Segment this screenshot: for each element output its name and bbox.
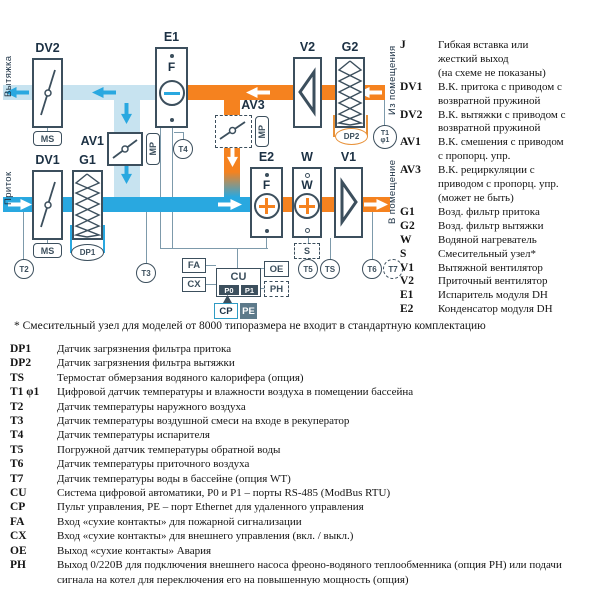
sensor-t4: T4: [173, 139, 193, 159]
wire-ts: [330, 238, 331, 260]
e2-label: E2: [258, 150, 275, 164]
legend-entry: [400, 206, 598, 220]
legend-text: Гибкая вставка или жесткий выход (на схеме не показаны): [438, 39, 546, 79]
legend-text: Возд. фильтр притока: [438, 205, 540, 218]
legend-text: В.К. смешения с приводом с пропорц. упр.: [438, 136, 564, 163]
legend-entry: [400, 303, 598, 317]
legend-entry: [400, 275, 598, 289]
legend-entry: [400, 248, 598, 262]
abbreviation-key: DP1: [10, 343, 32, 355]
dv2-damper-box: [32, 58, 63, 128]
av3-label: AV3: [241, 98, 265, 112]
cu-label: CU: [230, 271, 247, 283]
av1-actuator: [146, 133, 160, 165]
sensor-t2: T2: [14, 259, 34, 279]
abbreviation-key: T6: [10, 458, 24, 471]
abbreviation-text: Датчик загрязнения фильтра притока: [57, 343, 232, 355]
abbreviation-entry: [10, 544, 594, 558]
connection-dot-icon: [170, 118, 174, 122]
w-heater-box: [292, 167, 322, 238]
wire-t6: [372, 212, 373, 260]
control-unit-box: [216, 268, 261, 297]
abbreviation-entry: [10, 558, 594, 587]
wire-fa-cu: [206, 265, 216, 266]
wire-bus: [160, 248, 268, 249]
mp-label: MP: [148, 142, 158, 156]
legend-text: Приточный вентилятор: [438, 275, 548, 288]
abbreviation-entry: [10, 515, 594, 529]
filter-icon: [74, 172, 101, 238]
legend-entry: [400, 81, 598, 109]
abbreviation-key: CU: [10, 487, 27, 500]
abbreviation-key: DP2: [10, 357, 32, 370]
g2-filter-box: [335, 57, 365, 128]
legend-entry: [400, 289, 598, 303]
dv1-actuator: MS: [33, 243, 62, 258]
legend-text: В.К. рециркуляции с приводом с пропорц. упр. (может не быть): [438, 164, 559, 204]
e2-f-label: F: [262, 178, 271, 192]
damper-icon: [216, 116, 249, 145]
to-room-label: В помещение: [387, 159, 398, 225]
sensor-t1-phi1: [373, 125, 397, 149]
phi1-label: φ1: [380, 137, 390, 144]
sensor-dp2: DP2: [335, 128, 368, 145]
abbreviation-text: Выход 0/220В для подключения внешнего насоса фреоно-водяного теплообменника (опция PH) или подачи сигнала на котел для переключения его на повышенную мощность (опция): [57, 559, 562, 586]
abbreviation-text: Датчик температуры испарителя: [57, 429, 210, 442]
pipe-port-icon: [305, 228, 310, 233]
sensor-ts: TS: [320, 259, 340, 279]
av3-damper-box: [215, 115, 252, 148]
dv2-label: DV2: [35, 41, 60, 55]
abbreviation-entry: [10, 342, 594, 356]
legend-key: V2: [400, 275, 415, 288]
e2-condenser-box: [250, 167, 283, 238]
legend-text: Водяной нагреватель: [438, 233, 537, 246]
abbreviation-text: Датчик температуры приточного воздуха: [57, 458, 250, 471]
legend-entry: [400, 262, 598, 276]
abbreviation-entry: [10, 356, 594, 370]
abbreviation-key: T7: [10, 472, 24, 485]
abbreviation-key: TS: [10, 371, 25, 384]
abbreviation-text: Система цифровой автоматики, P0 и P1 – порты RS-485 (ModBus RTU): [57, 487, 391, 500]
legend-entry: [400, 164, 598, 206]
legend-text: В.К. вытяжки с приводом с возвратной пружиной: [438, 108, 566, 135]
v2-label: V2: [299, 40, 316, 54]
abbreviation-text: Погружной датчик температуры обратной воды: [57, 443, 281, 456]
wire-t2: [23, 212, 24, 260]
wire-e2: [266, 238, 267, 249]
from-room-label: Из помещения: [387, 45, 398, 115]
abbreviation-text: Выход «сухие контакты» Авария: [57, 544, 212, 557]
intake-label: Приток: [3, 171, 14, 205]
connection-dot-icon: [170, 54, 174, 58]
wire-dp1-right: [103, 225, 105, 253]
abbreviation-text: Пульт управления, PE – порт Ethernet для удаленного управления: [57, 501, 364, 514]
abbreviation-key: CP: [10, 501, 26, 514]
fan-left-icon: [295, 59, 320, 126]
damper-icon: [34, 172, 61, 238]
filter-icon: [337, 59, 363, 126]
dv1-label: DV1: [35, 153, 60, 167]
legend-key: DV2: [400, 108, 423, 121]
wire-t1: [384, 100, 385, 126]
av1-label: AV1: [80, 134, 104, 148]
dv1-damper-box: [32, 170, 63, 240]
abbreviation-key: CX: [10, 530, 27, 543]
abbreviation-entry: [10, 443, 594, 457]
abbreviation-text: Вход «сухие контакты» для внешнего управления (вкл. / выкл.): [57, 530, 354, 543]
abbreviation-key: T4: [10, 429, 24, 442]
v1-fan-box: [334, 167, 363, 238]
abbreviation-key: OE: [10, 544, 27, 557]
connection-dot-icon: [265, 173, 269, 177]
fire-alarm-input: FA: [182, 258, 206, 273]
abbreviation-key: T3: [10, 415, 24, 428]
legend-text: Вытяжной вентилятор: [438, 261, 543, 274]
abbreviation-text: Датчик загрязнения фильтра вытяжки: [57, 357, 235, 370]
legend-entry: [400, 39, 598, 81]
av3-actuator: [255, 116, 269, 147]
sensor-t3: T3: [136, 263, 156, 283]
legend-key: AV1: [400, 136, 421, 149]
duct-av3-mix-gradient: [224, 172, 240, 197]
pump-output: PH: [264, 281, 289, 297]
legend-entry: [400, 220, 598, 234]
legend-text: Возд. фильтр вытяжки: [438, 219, 544, 232]
abbreviation-text: Термостат обмерзания водяного калорифера (опция): [57, 371, 304, 384]
legend-entry: [400, 136, 598, 164]
wire-t3: [146, 212, 147, 263]
exhaust-label: Вытяжка: [3, 55, 14, 97]
damper-icon: [34, 60, 61, 126]
legend-key: J: [400, 39, 406, 51]
abbreviation-text: Вход «сухие контакты» для пожарной сигнализации: [57, 515, 302, 528]
abbreviation-entry: [10, 457, 594, 471]
abbreviation-text: Датчик температуры наружного воздуха: [57, 400, 246, 413]
abbreviation-list: [10, 342, 594, 587]
av1-damper-box: [107, 132, 143, 166]
control-panel-box: CP: [214, 303, 238, 319]
abbreviation-key: PH: [10, 559, 26, 572]
connection-dot-icon: [265, 229, 269, 233]
abbreviation-entry: [10, 500, 594, 514]
legend-text: Испаритель модуля DH: [438, 289, 548, 302]
abbreviation-key: T2: [10, 400, 24, 413]
mp-label: MP: [257, 124, 267, 139]
abbreviation-entry: [10, 486, 594, 500]
legend-key: E1: [400, 289, 414, 302]
abbreviation-entry: [10, 371, 594, 385]
cooling-coil-icon: [159, 80, 185, 106]
wire-cx-cu: [206, 284, 216, 285]
abbreviation-text: Цифровой датчик температуры и влажности воздуха в помещении бассейна: [57, 386, 414, 399]
abbreviation-text: Датчик температуры воды в бассейне (опция WT): [57, 472, 291, 485]
heating-coil-icon: [254, 193, 280, 219]
abbreviation-entry: [10, 428, 594, 442]
sensor-t5: T5: [298, 259, 318, 279]
legend-text: Конденсатор модуля DH: [438, 303, 553, 316]
legend-text: В.К. притока с приводом с возвратной пружиной: [438, 80, 562, 107]
w-inner-label: W: [301, 178, 313, 192]
legend-entry: [400, 109, 598, 137]
footnote: * Смесительный узел для моделей от 8000 типоразмера не входит в стандартную комплектацию: [14, 320, 486, 332]
abbreviation-entry: [10, 385, 594, 399]
heating-coil-icon: [294, 193, 320, 219]
abbreviation-entry: [10, 414, 594, 428]
legend-key: W: [400, 233, 412, 246]
abbreviation-text: Датчик температуры воздушной смеси на входе в рекуператор: [57, 415, 350, 428]
alarm-output: OE: [264, 261, 289, 277]
abbreviation-key: T5: [10, 443, 24, 456]
legend-key: V1: [400, 261, 415, 274]
wire-cu-feed: [237, 248, 238, 269]
e1-f-label: F: [167, 60, 176, 74]
legend-key: E2: [400, 303, 414, 316]
sensor-t7: T7: [383, 259, 403, 279]
fan-right-icon: [336, 169, 361, 236]
legend-entry: [400, 234, 598, 248]
wire-e1-a: [160, 128, 161, 248]
legend-key: AV3: [400, 164, 421, 177]
e1-evaporator-box: [155, 47, 188, 128]
e1-label: E1: [163, 30, 180, 44]
abbreviation-key: FA: [10, 515, 25, 528]
g1-filter-box: [72, 170, 103, 240]
dv2-actuator: MS: [33, 131, 62, 146]
t1-label: T1: [380, 130, 390, 137]
mixing-unit-box: S: [294, 243, 320, 259]
w-label: W: [301, 150, 313, 164]
g2-label: G2: [341, 40, 359, 54]
legend: [400, 39, 598, 317]
port-p0: P0: [219, 285, 239, 295]
ethernet-port-box: PE: [240, 303, 257, 319]
g1-label: G1: [79, 153, 96, 167]
v1-label: V1: [340, 150, 357, 164]
damper-icon: [109, 134, 141, 164]
abbreviation-entry: [10, 400, 594, 414]
sensor-t6: T6: [362, 259, 382, 279]
port-p1: P1: [241, 285, 258, 295]
external-control-input: CX: [182, 277, 206, 292]
legend-key: G1: [400, 205, 415, 218]
legend-key: S: [400, 247, 407, 260]
legend-key: DV1: [400, 80, 423, 93]
abbreviation-entry: [10, 472, 594, 486]
legend-text: Смесительный узел*: [438, 247, 537, 260]
sensor-dp1: DP1: [71, 244, 104, 261]
abbreviation-entry: [10, 529, 594, 543]
legend-key: G2: [400, 219, 415, 232]
abbreviation-key: T1 φ1: [10, 386, 40, 399]
v2-fan-box: [293, 57, 322, 128]
